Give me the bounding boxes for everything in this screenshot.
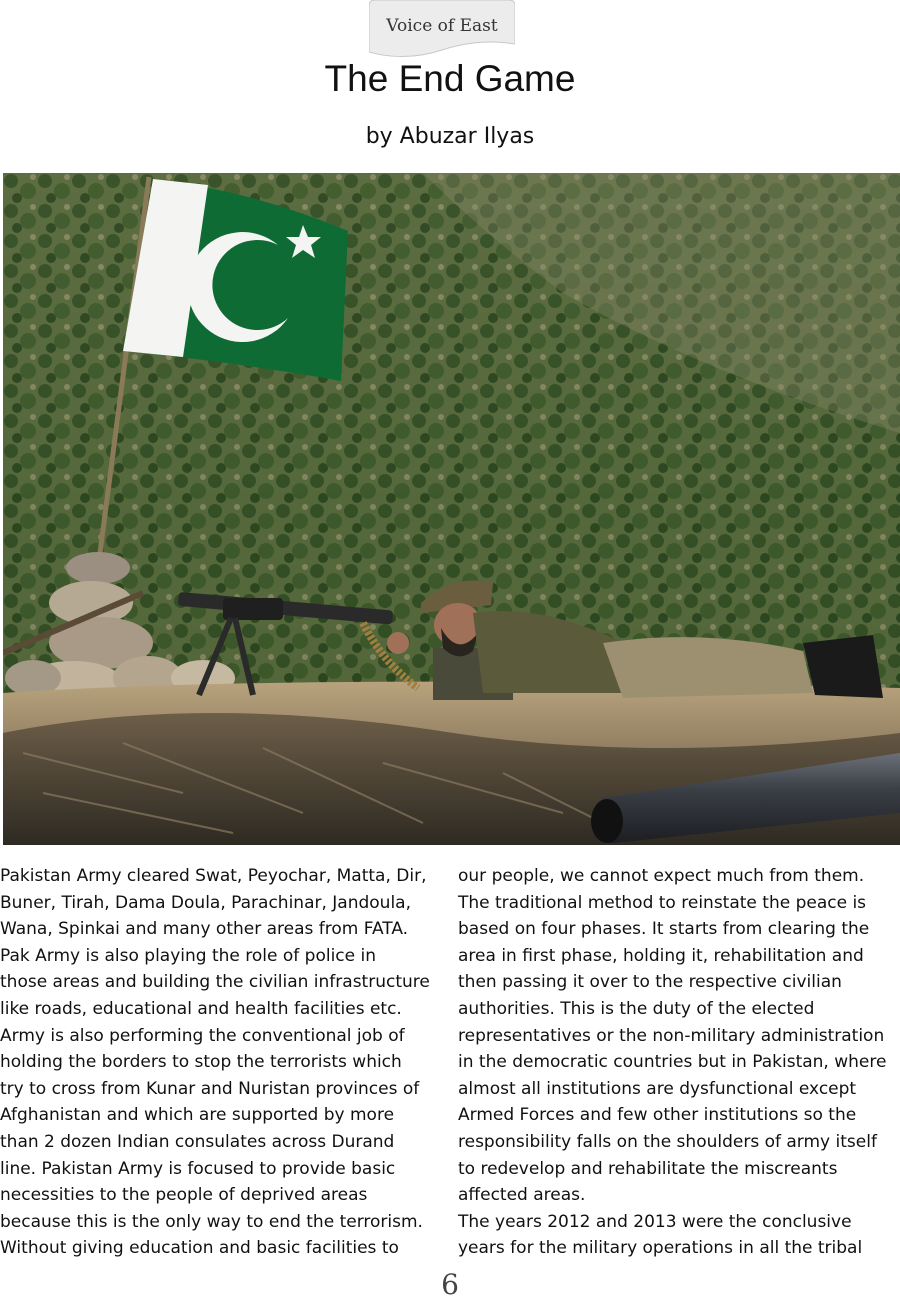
article-column-right [458,863,900,1262]
article-line: The years 2012 and 2013 were the conclusive [458,1211,852,1232]
soldier-with-flag-photo [3,173,900,845]
article-line: Buner, Tirah, Dama Doula, Parachinar, Jandoula, [0,892,412,913]
article-line: our people, we cannot expect much from them. [458,866,865,886]
article-line: based on four phases. It starts from clearing the [458,919,870,940]
article-line: Army is also performing the conventional job of [0,1025,405,1046]
article-line: Afghanistan and which are supported by more [0,1105,395,1126]
article-title: The End Game [324,58,576,99]
article-line: like roads, educational and health facilities etc. [0,998,402,1019]
page-number: 6 [441,1268,459,1301]
article-line: Wana, Spinkai and many other areas from FATA. [0,919,409,940]
article-line: area in first phase, holding it, rehabilitation and [458,945,864,966]
article-line: Armed Forces and few other institutions so the [458,1105,857,1126]
article-line: years for the military operations in all the tribal [458,1238,863,1259]
article-line: representatives or the non-military administration [458,1025,885,1046]
article-line: almost all institutions are dysfunctional except [458,1078,857,1099]
article-line: to redevelop and rehabilitate the miscreants [458,1158,838,1179]
article-byline: by Abuzar Ilyas [365,124,535,149]
article-column-left [0,863,445,1262]
article-line: affected areas. [458,1185,586,1206]
article-line: Pak Army is also playing the role of police in [0,945,377,966]
article-line: Without giving education and basic facilities to [0,1238,399,1259]
article-line: holding the borders to stop the terrorists which [0,1052,402,1073]
section-tab [369,0,515,58]
section-tab-label: Voice of East [386,16,498,36]
article-line: those areas and building the civilian infrastructure [0,972,430,993]
article-line: in the democratic countries but in Pakistan, where [458,1052,887,1073]
article-line: The traditional method to reinstate the peace is [458,892,867,913]
article-line: Pakistan Army cleared Swat, Peyochar, Matta, Dir, [0,866,427,886]
article-photo [3,173,900,845]
article-line: authorities. This is the duty of the elected [458,998,815,1019]
article-line: necessities to the people of deprived areas [0,1185,368,1206]
article-line: try to cross from Kunar and Nuristan provinces of [0,1078,420,1099]
article-line: than 2 dozen Indian consulates across Durand [0,1131,395,1152]
article-line: because this is the only way to end the terrorism. [0,1211,423,1232]
article-line: line. Pakistan Army is focused to provide basic [0,1158,396,1179]
article-line: responsibility falls on the shoulders of army itself [458,1131,877,1152]
article-line: then passing it over to the respective civilian [458,972,842,993]
